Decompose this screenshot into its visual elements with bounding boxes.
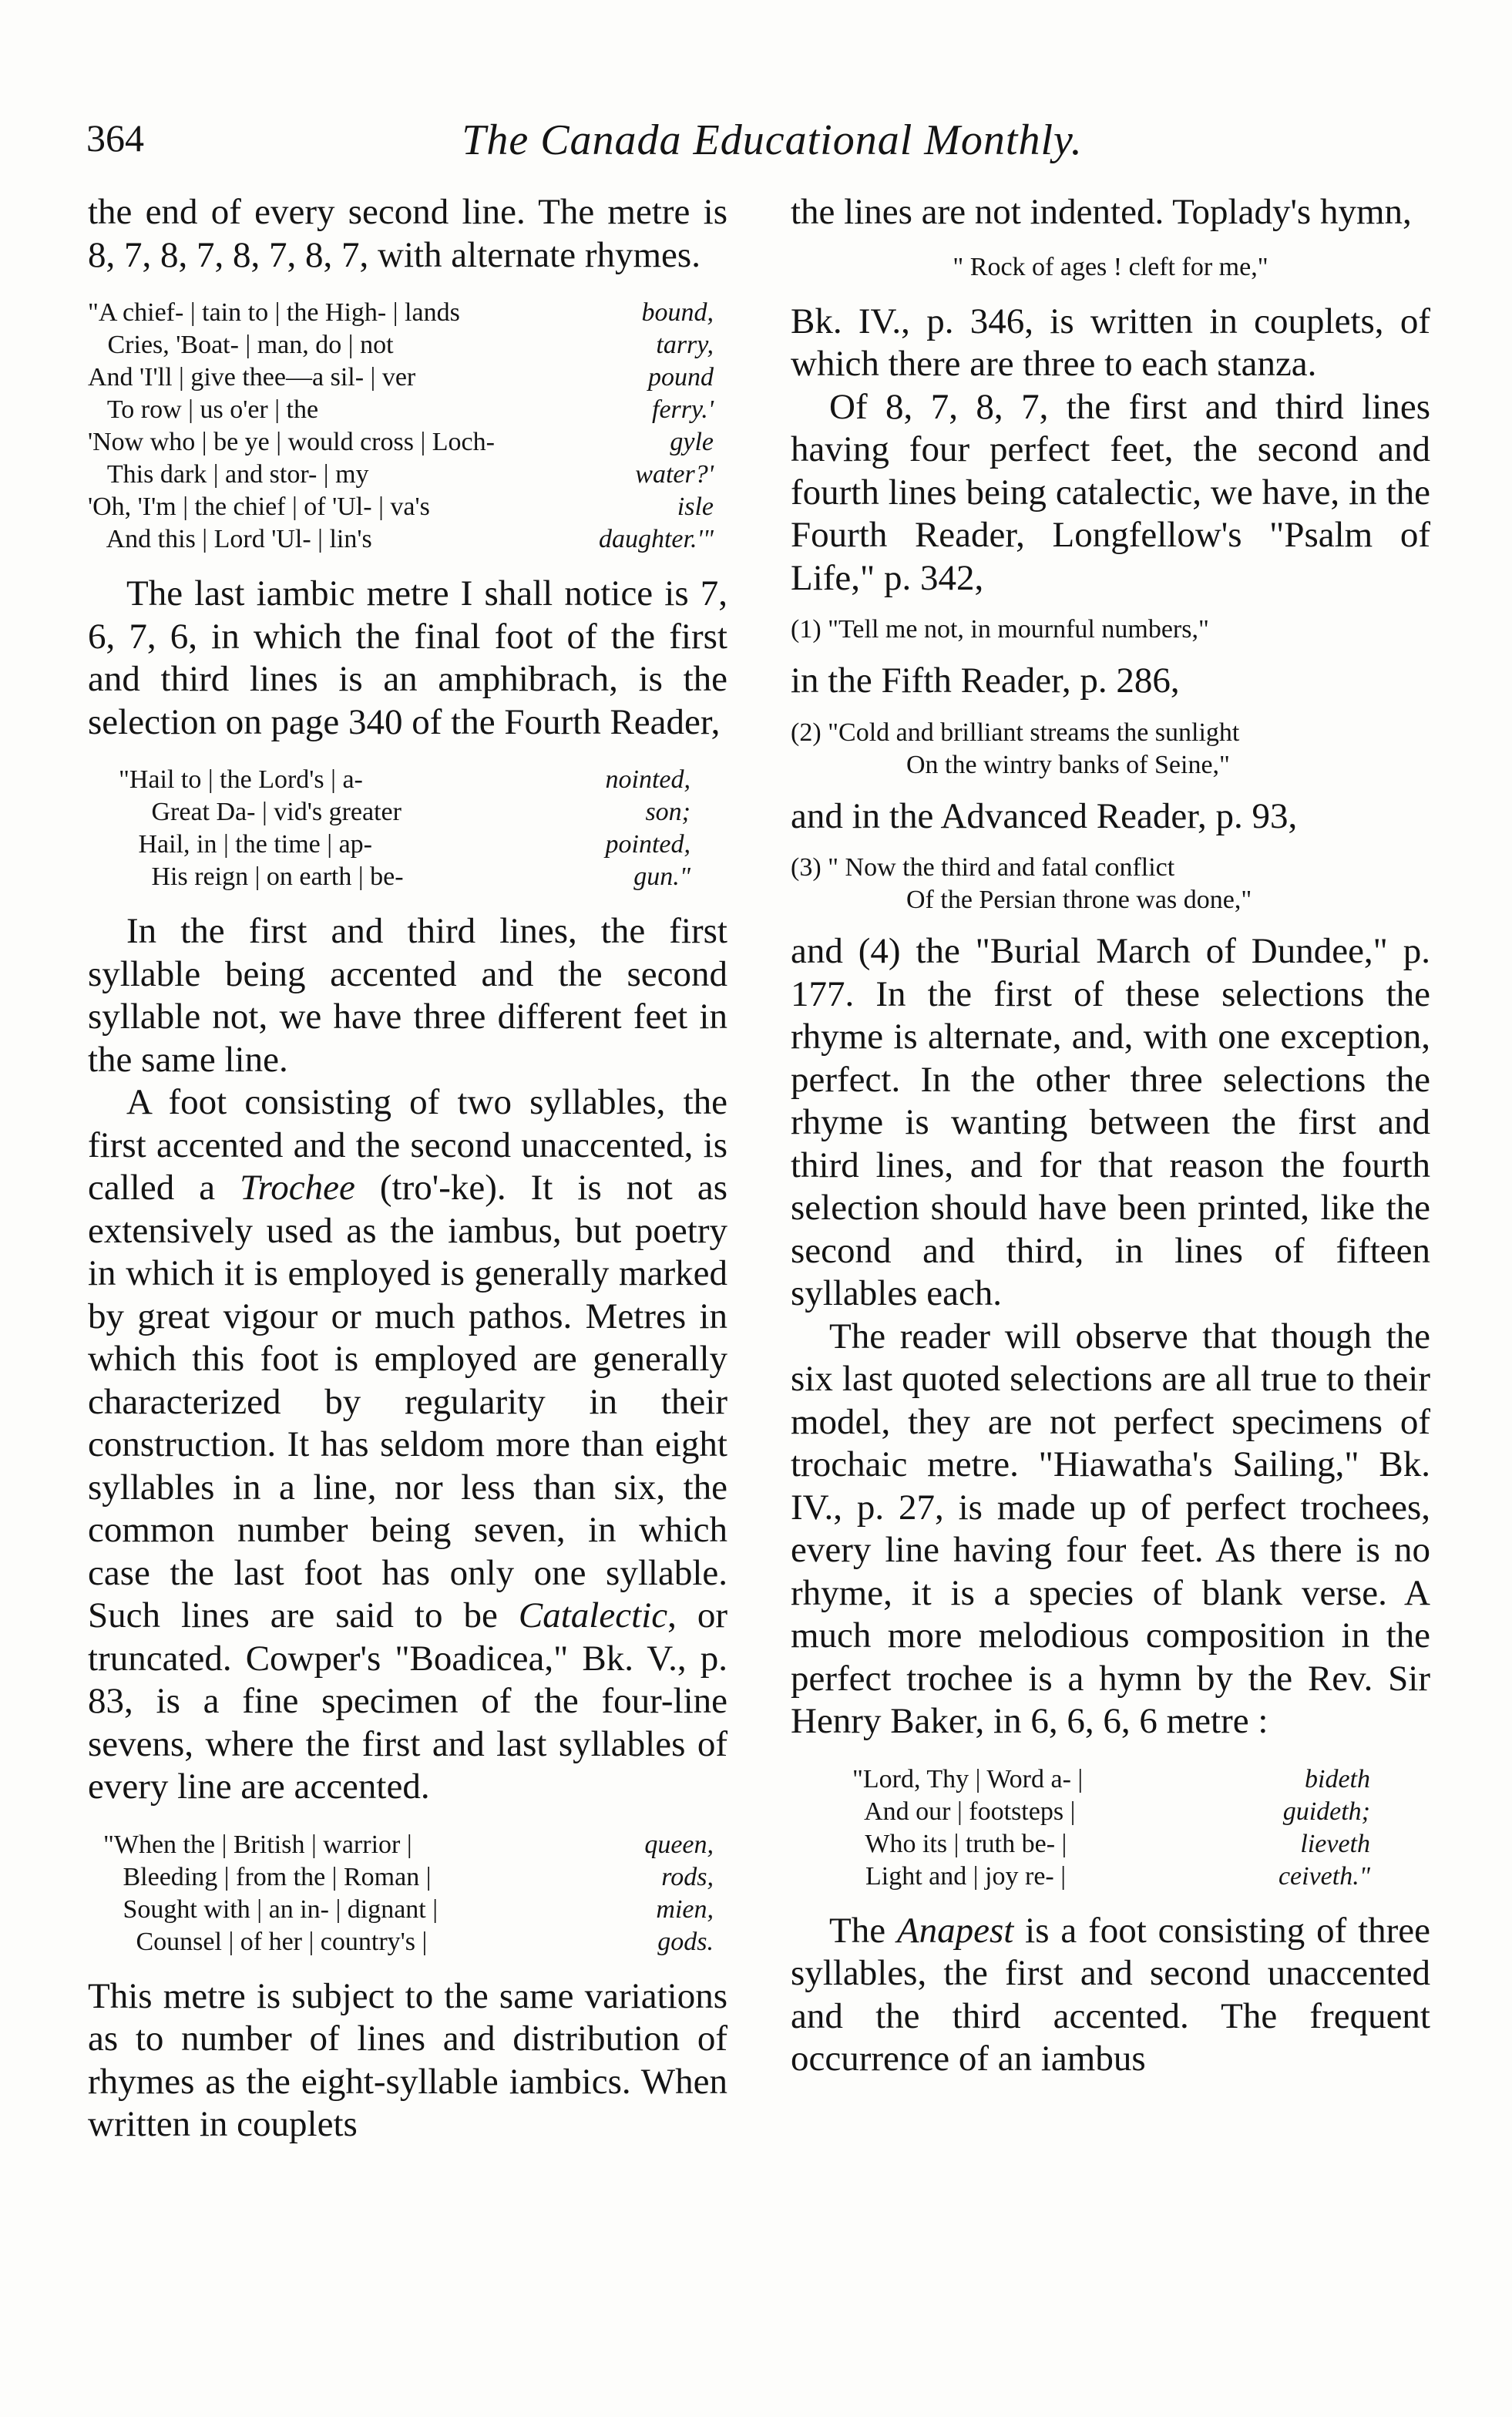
poem-line: "Hail to | the Lord's | a- nointed, [119, 765, 690, 794]
poem-line: Great Da- | vid's greater son; [119, 798, 690, 826]
poem-line: "When the | British | warrior | queen, [103, 1830, 714, 1859]
paragraph: This metre is subject to the same variations as to number of lines and distribution of rhymes as the eight-syllable iambics. When written in couplets [88, 1975, 727, 2144]
page-number: 364 [86, 116, 144, 160]
paragraph: Bk. IV., p. 346, is written in couplets, of which there are three to each stanza. [791, 301, 1430, 384]
quote-rock-of-ages: " Rock of ages ! cleft for me," [953, 252, 1268, 281]
poem-line: Cries, 'Boat- | man, do | not tarry, [88, 331, 714, 359]
paragraph: and (4) the "Burial March of Dundee," p. 177. In the first of these selections the rhyme is alternate, and, with one exception, perfect. In the other three selections the rhyme is wanting between the first and third lines, and for that reason the fourth selection should have been printed, like the second and third, in lines of fifteen syllables each. [791, 931, 1430, 1313]
running-title: The Canada Educational Monthly. [462, 116, 1083, 164]
quote-psalm-of-life: (1) "Tell me not, in mournful numbers," [791, 615, 1209, 644]
poem-line: And 'I'll | give thee—a sil- | ver pound [88, 363, 714, 392]
poem-line: Light and | joy re- | ceiveth." [852, 1861, 1370, 1891]
poem-hail [88, 764, 727, 893]
poem-boadicea [88, 1829, 727, 1958]
poem-line: Hail, in | the time | ap- pointed, [119, 830, 690, 859]
poem-line: To row | us o'er | the ferry.' [88, 395, 714, 424]
term-catalectic: Catalectic [518, 1595, 668, 1635]
poem-line: This dark | and stor- | my water?' [88, 460, 714, 489]
paragraph: in the Fifth Reader, p. 286, [791, 661, 1180, 701]
paragraph: In the first and third lines, the first syllable being accented and the second syllable not, we have three different feet in the same line. [88, 911, 727, 1080]
poem-line: "Lord, Thy | Word a- | bideth [852, 1764, 1370, 1793]
term-trochee: Trochee [240, 1168, 355, 1208]
quote-cold-and-brilliant: (2) "Cold and brilliant streams the sunlight On the wintry banks of Seine," [791, 718, 1240, 779]
poem-line: Who its | truth be- | lieveth [852, 1829, 1370, 1858]
poem-line: Sought with | an in- | dignant | mien, [103, 1894, 714, 1924]
right-column [791, 191, 1430, 2081]
quote-third-conflict: (3) " Now the third and fatal conflict Of the Persian throne was done," [791, 853, 1252, 914]
left-column [88, 191, 727, 2146]
poem-line: "A chief- | tain to | the High- | lands bound, [88, 298, 714, 327]
poem-line: Counsel | of her | country's | gods. [103, 1927, 714, 1956]
poem-line: 'Now who | be ye | would cross | Loch- gyle [88, 428, 714, 456]
paragraph: and in the Advanced Reader, p. 93, [791, 795, 1298, 836]
paragraph-trochee: A foot consisting of two syllables, the first accented and the second unaccented, is called a Trochee (tro'-ke). It is not as extensively used as the iambus, but poetry in which it is employed is generally marked by great vigour or much pathos. Metres in which this foot is employed are generally characterized by regularity in their construction. It has seldom more than eight syllables in a line, nor less than six, the common number being seven, in which case the last foot has only one syllable. Such lines are said to be Catalectic, or truncated. Cowper's "Boadicea," Bk. V., p. 83, is a fine specimen of the four-line sevens, where the first and last syllables of every line are accented. [88, 1082, 728, 1807]
poem-line: Bleeding | from the | Roman | rods, [103, 1862, 714, 1891]
poem-line: His reign | on earth | be- gun." [119, 862, 690, 891]
poem-line: 'Oh, 'I'm | the chief | of 'Ul- | va's isle [88, 492, 714, 521]
poem-line: And this | Lord 'Ul- | lin's daughter.'" [88, 525, 714, 553]
page-header [86, 116, 1458, 170]
poem-lord-thy-word [791, 1763, 1430, 1893]
term-anapest: Anapest [896, 1910, 1014, 1951]
paragraph: The reader will observe that though the six last quoted selections are all true to their model, they are not perfect specimens of trochaic metre. "Hiawatha's Sailing," Bk. IV., p. 27, is made up of perfect trochees, every line having four feet. As there is no rhyme, it is a species of blank verse. A much more melodious composition in the perfect trochee is a hymn by the Rev. Sir Henry Baker, in 6, 6, 6, 6 metre : [791, 1316, 1430, 1741]
poem-line: And our | footsteps | guideth; [852, 1797, 1370, 1826]
paragraph: the lines are not indented. Toplady's hymn, [791, 192, 1412, 232]
poem-chieftain [88, 297, 727, 556]
paragraph: The last iambic metre I shall notice is 7, 6, 7, 6, in which the final foot of the first and third lines is an amphibrach, is the selection on page 340 of the Fourth Reader, [88, 573, 727, 742]
paragraph-anapest: The Anapest is a foot consisting of three syllables, the first and second unaccented and the third accented. The frequent occurrence of an iambus [791, 1910, 1430, 2079]
paragraph: Of 8, 7, 8, 7, the first and third lines having four perfect feet, the second and fourth lines being catalectic, we have, in the Fourth Reader, Longfellow's "Psalm of Life," p. 342, [791, 386, 1430, 598]
paragraph: the end of every second line. The metre is 8, 7, 8, 7, 8, 7, 8, 7, with alternate rhymes. [88, 192, 727, 275]
